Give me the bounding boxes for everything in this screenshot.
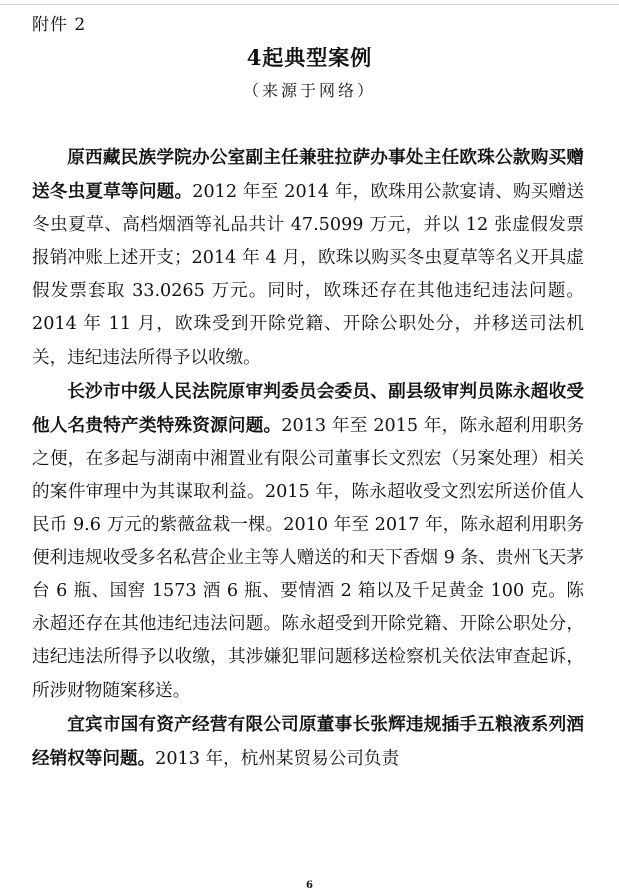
source-note: （来源于网络）	[242, 81, 376, 100]
case-heading: 宜宾市国有资产经营有限公司原董事长张辉违规插手五粮液系列酒经销权等问题。	[32, 713, 584, 769]
case-text: 2013 年，杭州某贸易公司负责	[155, 748, 400, 769]
document-title: 4起典型案例	[246, 45, 373, 70]
top-border-line	[0, 4, 619, 5]
case-paragraph	[32, 375, 584, 708]
case-paragraph	[32, 141, 584, 375]
case-heading: 长沙市中级人民法院原审判委员会委员、副县级审判员陈永超收受他人名贵特产类特殊资源问题。	[32, 380, 584, 436]
case-heading: 原西藏民族学院办公室副主任兼驻拉萨办事处主任欧珠公款购买赠送冬虫夏草等问题。	[32, 147, 584, 203]
document-body	[32, 141, 584, 776]
attachment-label: 附件 2	[32, 15, 87, 35]
case-text: 2012 年至 2014 年，欧珠用公款宴请、购买赠送冬虫夏草、高档烟酒等礼品共计 47.5099 万元，并以 12 张虚假发票报销冲账上述开支；2014 年 4 月，欧珠以购买冬虫夏草等名义开具虚假发票套取 33.0265 万元。同时，欧珠还存在其他违纪违法问题。2014 年 11 月，欧珠受到开除党籍、开除公职处分，并移送司法机关，违纪违法所得予以收缴。	[32, 182, 584, 368]
case-text: 2013 年至 2015 年，陈永超利用职务之便，在多起与湖南中湘置业有限公司董事长文烈宏（另案处理）相关的案件审理中为其谋取利益。2015 年，陈永超收受文烈宏所送价值人民币 9.6 万元的紫薇盆栽一棵。2010 年至 2017 年，陈永超利用职务便利违规收受多名私营企业主等人赠送的和天下香烟 9 条、贵州飞天茅台 6 瓶、国窖 1573 酒 6 瓶、要情酒 2 箱以及千足黄金 100 克。陈永超还存在其他违纪违法问题。陈永超受到开除党籍、开除公职处分，违纪违法所得予以收缴，其涉嫌犯罪问题移送检察机关依法审查起诉，所涉财物随案移送。	[32, 415, 584, 701]
page-number: 6	[306, 880, 313, 891]
case-paragraph	[32, 708, 584, 776]
